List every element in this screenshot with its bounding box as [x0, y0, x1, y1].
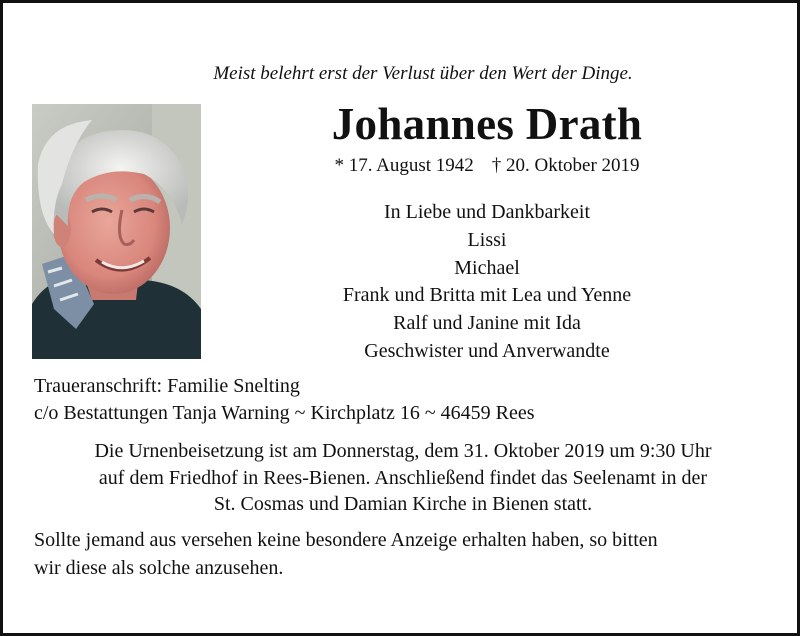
- deceased-name: Johannes Drath: [331, 99, 643, 149]
- death-date: † 20. Oktober 2019: [491, 155, 640, 176]
- ceremony-line: Die Urnenbeisetzung ist am Donnerstag, dem 31. Oktober 2019 um 9:30 Uhr: [94, 440, 712, 462]
- motto-quote: Meist belehrt erst der Verlust über den Wert der Dinge.: [213, 63, 633, 84]
- closing-notice: [34, 526, 774, 582]
- mourners-list: [233, 199, 741, 366]
- mourners-line: In Liebe und Dankbarkeit: [383, 201, 591, 223]
- notice-line: wir diese als solche anzusehen.: [34, 557, 284, 579]
- mourners-line: Lissi: [467, 228, 507, 251]
- ceremony-details: [23, 438, 783, 518]
- ceremony-line: auf dem Friedhof in Rees-Bienen. Anschließend findet das Seelenamt in der: [98, 466, 708, 489]
- ceremony-line: St. Cosmas und Damian Kirche in Bienen statt.: [213, 493, 593, 515]
- mourners-line: Michael: [454, 256, 520, 279]
- mourners-line: Geschwister und Anverwandte: [364, 339, 610, 362]
- mourners-line: Frank und Britta mit Lea und Yenne: [342, 284, 632, 307]
- mourners-line: Ralf und Janine mit Ida: [393, 312, 581, 335]
- address-line: Traueranschrift: Familie Snelting: [34, 375, 300, 397]
- portrait-photo: [32, 104, 201, 359]
- mourning-address: [34, 373, 774, 427]
- notice-line: Sollte jemand aus versehen keine besondere Anzeige erhalten haben, so bitten: [34, 529, 658, 551]
- birth-date: * 17. August 1942: [334, 155, 474, 176]
- address-line: c/o Bestattungen Tanja Warning ~ Kirchplatz 16 ~ 46459 Rees: [34, 402, 535, 424]
- life-dates: [233, 153, 741, 179]
